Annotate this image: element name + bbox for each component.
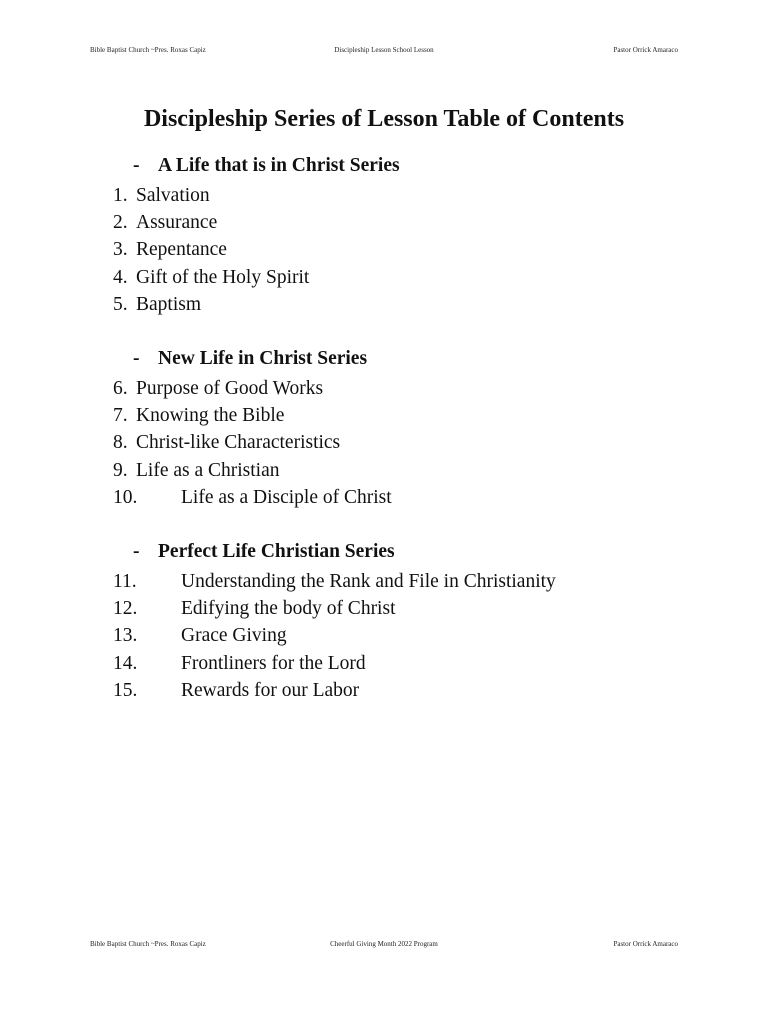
series-bullet: - <box>133 348 140 369</box>
item-number: 10. <box>113 487 138 508</box>
footer-right-text: Pastor Orrick Amaraco <box>613 940 678 948</box>
item-number: 13. <box>113 625 138 646</box>
series-heading <box>133 348 367 370</box>
series-heading-label: A Life that is in Christ Series <box>158 155 400 176</box>
item-number: 7. <box>113 405 128 426</box>
item-text: Life as a Disciple of Christ <box>181 487 392 508</box>
item-text: Repentance <box>136 239 227 260</box>
item-text: Rewards for our Labor <box>181 680 360 701</box>
series-bullet: - <box>133 541 140 562</box>
item-text: Gift of the Holy Spirit <box>136 267 310 288</box>
series-heading-label: Perfect Life Christian Series <box>158 541 395 562</box>
item-text: Christ-like Characteristics <box>136 432 341 453</box>
item-number: 6. <box>113 378 128 399</box>
item-number: 1. <box>113 185 128 206</box>
item-number: 11. <box>113 571 137 592</box>
item-text: Edifying the body of Christ <box>181 598 396 619</box>
item-text: Baptism <box>136 294 202 315</box>
item-number: 4. <box>113 267 128 288</box>
item-number: 14. <box>113 653 138 674</box>
item-text: Understanding the Rank and File in Christianity <box>181 571 556 592</box>
document-title: Discipleship Series of Lesson Table of Contents <box>143 106 625 132</box>
item-number: 15. <box>113 680 138 701</box>
item-number: 5. <box>113 294 128 315</box>
item-number: 8. <box>113 432 128 453</box>
footer-left-text: Bible Baptist Church ~Pres. Roxas Capiz <box>90 940 206 948</box>
header-left-text: Bible Baptist Church ~Pres. Roxas Capiz <box>90 46 206 54</box>
item-number: 12. <box>113 598 138 619</box>
series-heading <box>133 541 395 563</box>
item-number: 2. <box>113 212 128 233</box>
item-text: Life as a Christian <box>136 460 280 481</box>
item-number: 3. <box>113 239 128 260</box>
item-text: Salvation <box>136 185 210 206</box>
item-text: Purpose of Good Works <box>136 378 324 399</box>
item-text: Grace Giving <box>181 625 287 646</box>
series-bullet: - <box>133 155 140 176</box>
item-text: Knowing the Bible <box>136 405 285 426</box>
item-number: 9. <box>113 460 128 481</box>
item-text: Assurance <box>136 212 218 233</box>
item-text: Frontliners for the Lord <box>181 653 366 674</box>
series-heading-label: New Life in Christ Series <box>158 348 368 369</box>
header-center-text: Discipleship Lesson School Lesson <box>334 46 434 54</box>
header-right-text: Pastor Orrick Amaraco <box>613 46 678 54</box>
series-heading <box>133 155 400 177</box>
footer-center-text: Cheerful Giving Month 2022 Program <box>330 940 438 948</box>
